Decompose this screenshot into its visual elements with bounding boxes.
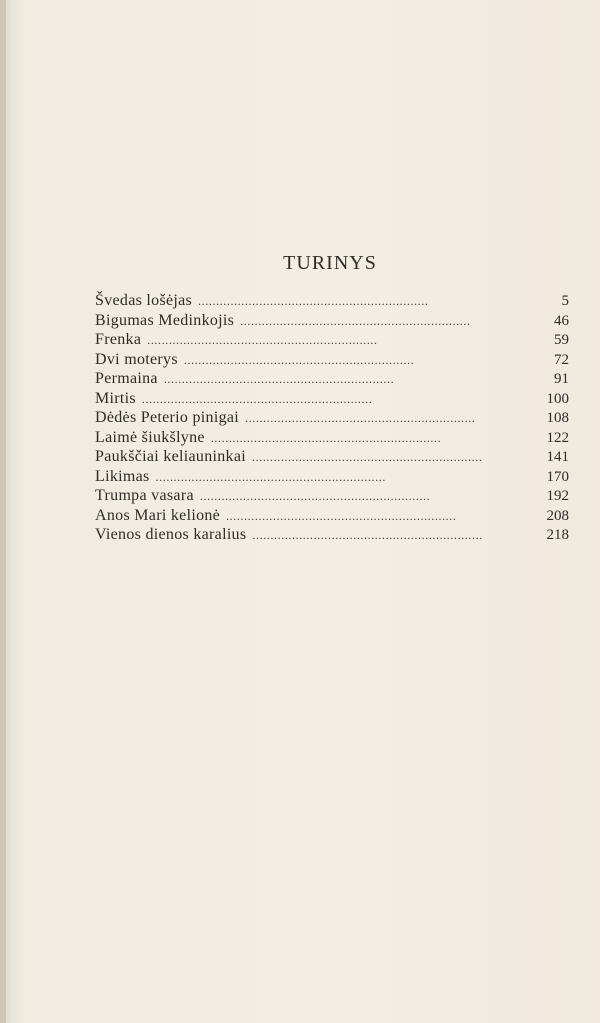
toc-entry	[95, 506, 569, 526]
dot-leader	[156, 468, 527, 488]
toc-entry	[95, 311, 569, 331]
toc-entry-title: Likimas	[95, 467, 150, 485]
toc-entry-page: 100	[546, 390, 569, 407]
dot-leader	[226, 507, 527, 527]
dot-leader	[184, 351, 527, 371]
toc-entry	[95, 369, 569, 389]
toc-entry	[95, 428, 569, 448]
toc-entry-title: Bigumas Medinkojis	[95, 311, 235, 329]
toc-entry-title: Anos Mari kelionė	[95, 506, 221, 524]
toc-entry	[95, 525, 569, 545]
toc-entry-page: 108	[546, 410, 569, 426]
dot-leader	[252, 448, 527, 468]
toc-entry-page: 46	[554, 312, 569, 329]
toc-entry-title: Paukščiai keliauninkai	[95, 448, 247, 465]
toc-entry	[95, 330, 569, 350]
toc-entry-page: 170	[546, 468, 569, 485]
toc-entry-title: Frenka	[95, 331, 142, 348]
dot-leader	[245, 409, 527, 429]
dot-leader	[198, 292, 527, 312]
toc-entry-title: Trumpa vasara	[95, 487, 194, 504]
toc-entry-page: 59	[554, 332, 569, 348]
toc-entry	[95, 291, 569, 311]
toc-entry-page: 122	[546, 429, 569, 446]
toc-entry	[95, 467, 569, 487]
toc-entry	[95, 350, 569, 370]
dot-leader	[147, 331, 527, 351]
toc-entry-page: 218	[546, 527, 569, 543]
page-title: TURINYS	[283, 252, 377, 274]
dot-leader	[240, 312, 527, 332]
toc-entry-page: 208	[546, 507, 569, 524]
dot-leader	[142, 390, 527, 410]
toc-entry-page: 141	[546, 449, 569, 465]
dot-leader	[164, 370, 527, 390]
dot-leader	[200, 487, 527, 507]
toc-entry-title: Dvi moterys	[95, 350, 178, 368]
toc-entry-title: Vienos dienos karalius	[95, 526, 247, 543]
page-binding-edge	[0, 0, 6, 1023]
toc-entry-title: Dėdės Peterio pinigai	[95, 409, 240, 426]
toc-entry-title: Permaina	[95, 370, 158, 387]
toc-entry-title: Laimė šiukšlyne	[95, 428, 205, 446]
toc-entry-page: 91	[554, 371, 569, 387]
toc-entry-title: Mirtis	[95, 389, 136, 407]
table-of-contents	[95, 291, 569, 545]
toc-entry	[95, 447, 569, 467]
toc-entry-title: Švedas lošėjas	[95, 292, 193, 309]
toc-entry	[95, 486, 569, 506]
dot-leader	[211, 429, 527, 449]
toc-entry-page: 192	[546, 488, 569, 504]
toc-entry	[95, 389, 569, 409]
dot-leader	[252, 526, 527, 546]
toc-entry-page: 72	[554, 351, 569, 368]
toc-entry	[95, 408, 569, 428]
toc-entry-page: 5	[561, 293, 569, 309]
